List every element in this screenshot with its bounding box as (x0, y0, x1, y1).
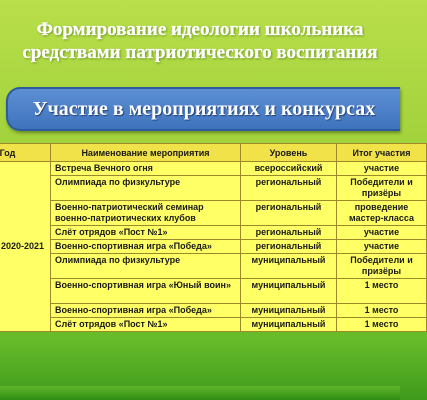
table-row (0, 162, 427, 176)
event-cell: Военно-спортивная игра «Юный воин» (51, 279, 241, 304)
bottom-decor-bar (0, 386, 400, 400)
table-row (0, 226, 427, 240)
result-cell: участие (337, 162, 427, 176)
table-row (0, 254, 427, 279)
result-cell: Победители и призёры (337, 254, 427, 279)
result-cell: Победители и призёры (337, 176, 427, 201)
events-table (0, 143, 427, 332)
slide-title-line-2: средствами патриотического воспитания (22, 42, 378, 63)
level-cell: всероссийский (241, 162, 337, 176)
table-row (0, 240, 427, 254)
table-row (0, 318, 427, 332)
level-cell: региональный (241, 176, 337, 201)
year-cell: 2020-2021 (0, 162, 51, 332)
result-cell: 1 место (337, 304, 427, 318)
event-cell: Военно-спортивная игра «Победа» (51, 304, 241, 318)
event-cell: Олимпиада по физкультуре (51, 254, 241, 279)
section-banner-text: Участие в мероприятиях и конкурсах (32, 98, 376, 120)
header-year: Год (0, 144, 51, 162)
result-cell: участие (337, 240, 427, 254)
result-cell: 1 место (337, 318, 427, 332)
level-cell: муниципальный (241, 304, 337, 318)
table-row (0, 279, 427, 304)
table-row (0, 304, 427, 318)
event-cell: Встреча Вечного огня (51, 162, 241, 176)
result-cell: участие (337, 226, 427, 240)
event-cell: Военно-спортивная игра «Победа» (51, 240, 241, 254)
level-cell: муниципальный (241, 318, 337, 332)
section-banner (6, 87, 400, 131)
level-cell: муниципальный (241, 279, 337, 304)
event-cell: Военно-патриотический семинар военно-патриотических клубов (51, 201, 241, 226)
table-row (0, 201, 427, 226)
event-cell: Слёт отрядов «Пост №1» (51, 226, 241, 240)
event-cell: Слёт отрядов «Пост №1» (51, 318, 241, 332)
level-cell: региональный (241, 240, 337, 254)
table-row (0, 176, 427, 201)
header-event: Наименование мероприятия (51, 144, 241, 162)
event-cell: Олимпиада по физкультуре (51, 176, 241, 201)
result-cell: проведение мастер-класса (337, 201, 427, 226)
header-level: Уровень (241, 144, 337, 162)
table-header-row (0, 144, 427, 162)
level-cell: муниципальный (241, 254, 337, 279)
level-cell: региональный (241, 226, 337, 240)
header-result: Итог участия (337, 144, 427, 162)
level-cell: региональный (241, 201, 337, 226)
slide-title-line-1: Формирование идеологии школьника (36, 19, 364, 40)
result-cell: 1 место (337, 279, 427, 304)
slide-title (0, 18, 400, 64)
